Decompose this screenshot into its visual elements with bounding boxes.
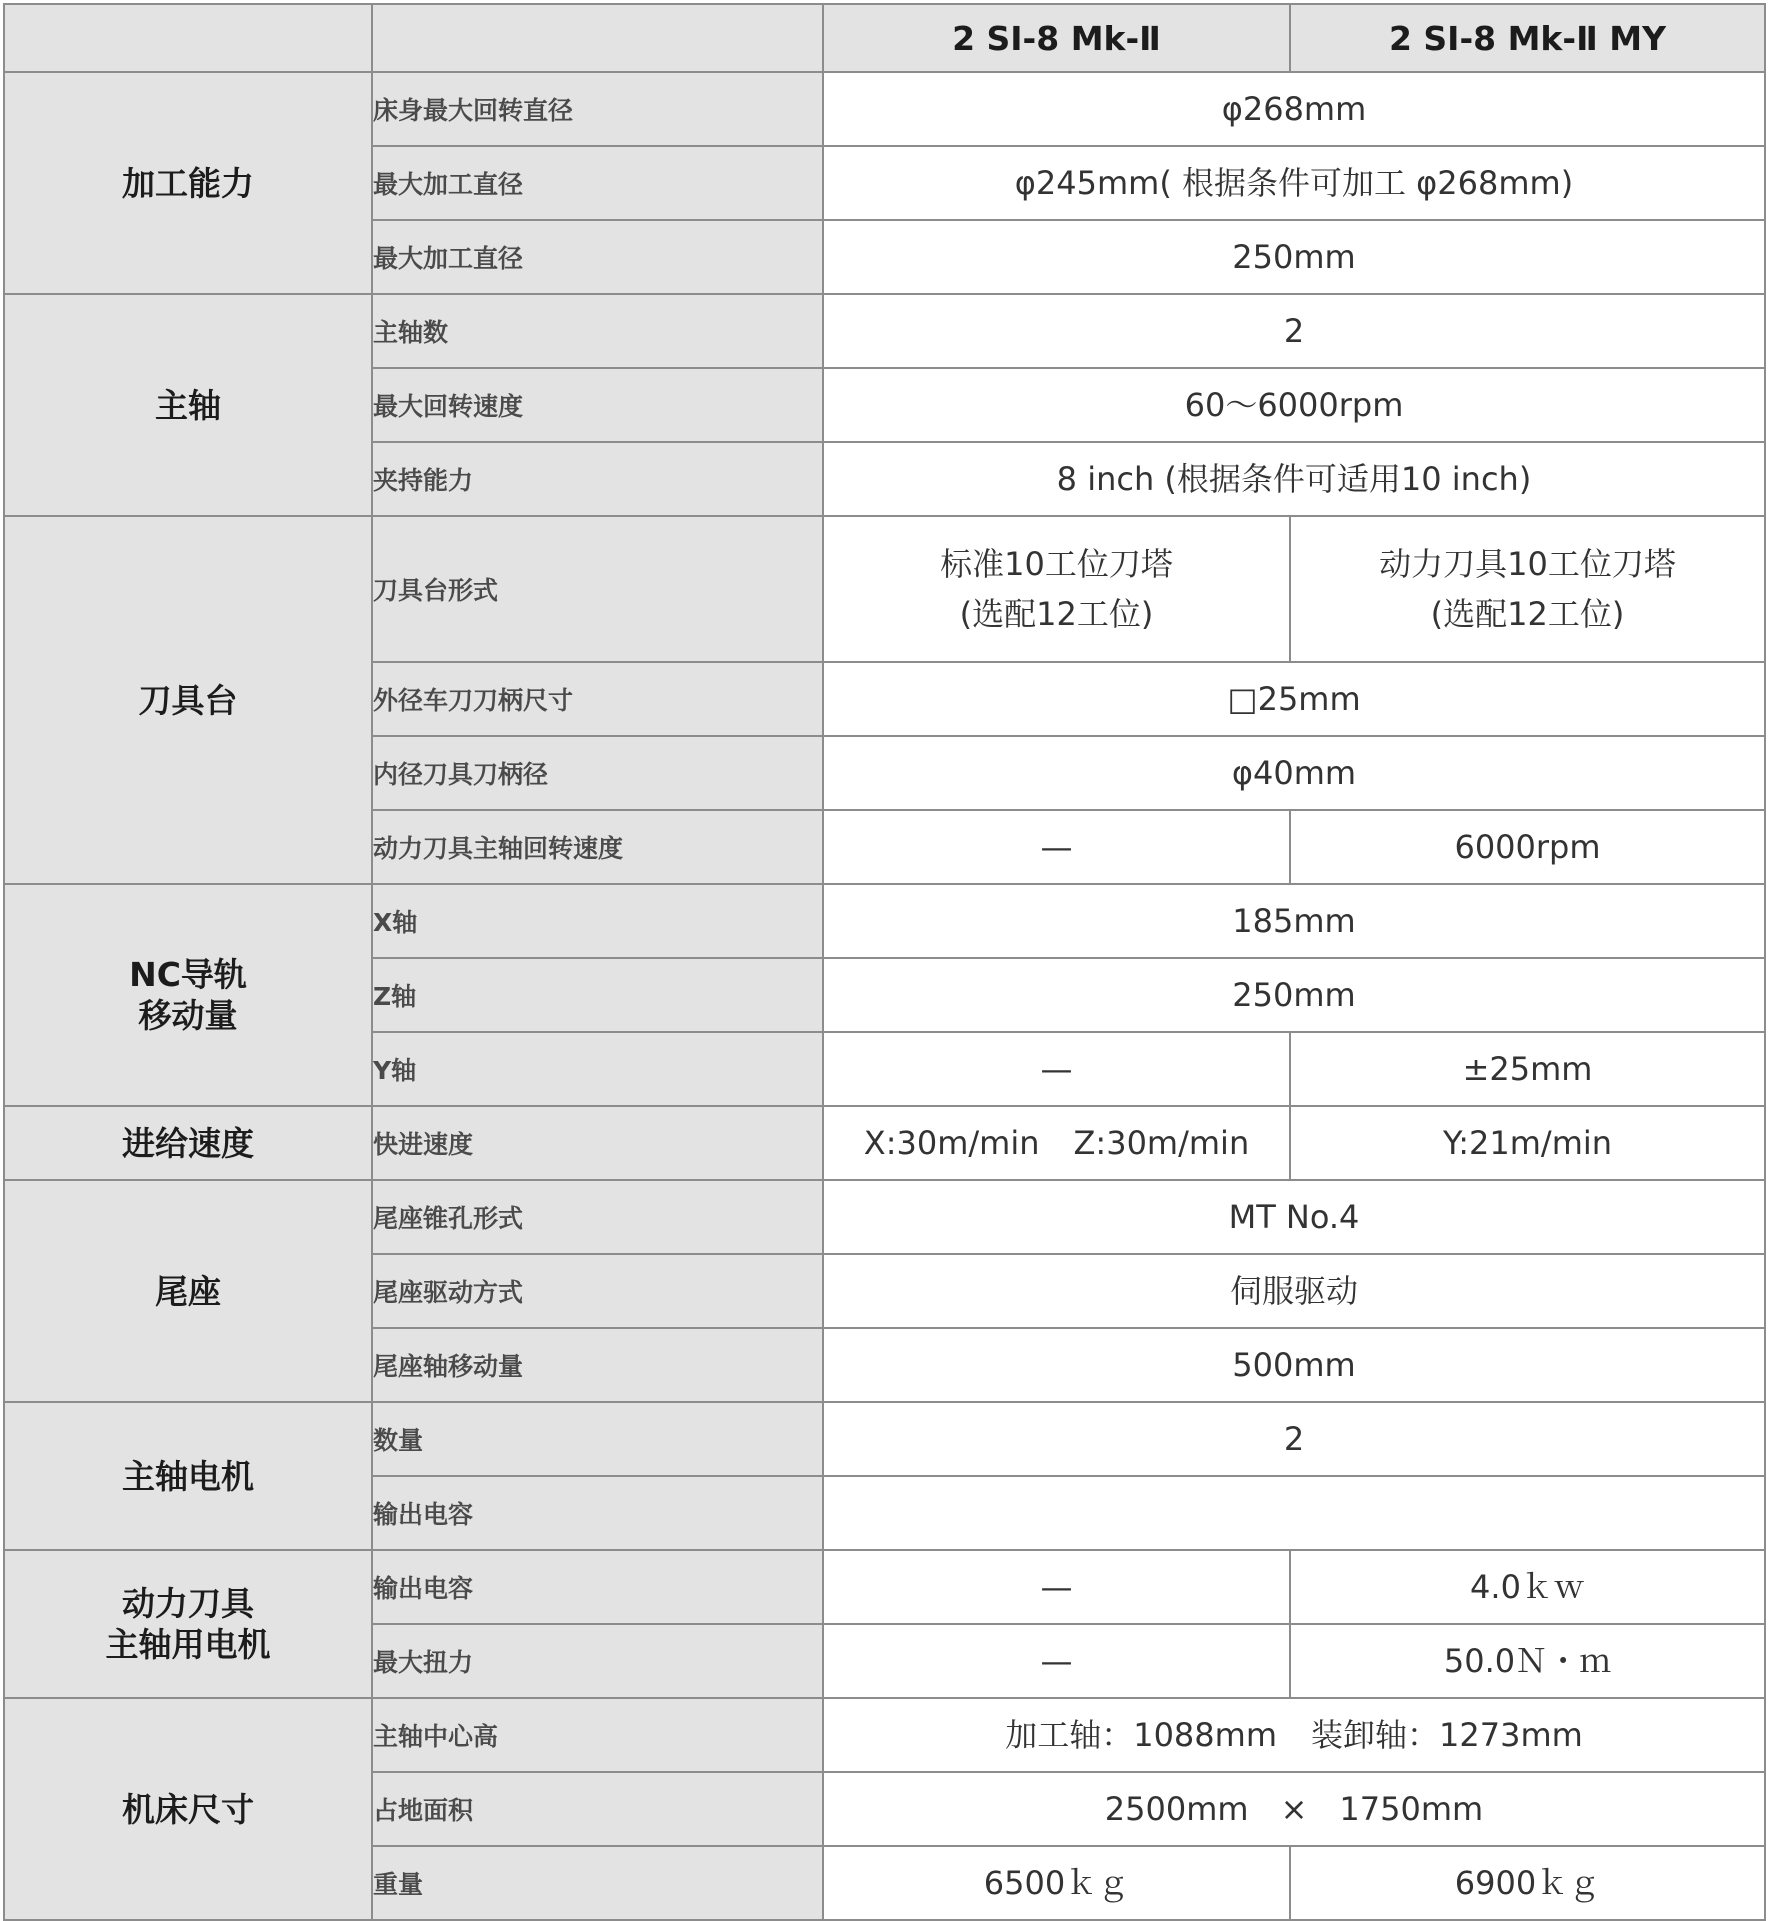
category-dimensions: 机床尺寸 (4, 1698, 372, 1920)
row-label: 动力刀具主轴回转速度 (372, 810, 823, 884)
category-spindle-motor: 主轴电机 (4, 1402, 372, 1550)
row-label: 最大扭力 (372, 1624, 823, 1698)
row-value: 500mm (823, 1328, 1765, 1402)
row-label: 输出电容 (372, 1550, 823, 1624)
row-label: 最大加工直径 (372, 146, 823, 220)
row-value-model-1: 6500ｋｇ (823, 1846, 1290, 1920)
value-line: (选配12工位) (1430, 595, 1625, 633)
row-value-model-1: — (823, 1624, 1290, 1698)
table-row (4, 884, 1765, 958)
row-label: 刀具台形式 (372, 516, 823, 662)
row-value-model-1: — (823, 1550, 1290, 1624)
row-value-model-2: 50.0Ｎ・ｍ (1290, 1624, 1765, 1698)
row-value (823, 1698, 1765, 1772)
row-label: 尾座锥孔形式 (372, 1180, 823, 1254)
value-part: Z:30m/min (1073, 1124, 1250, 1162)
row-value: 60～6000rpm (823, 368, 1765, 442)
header-corner (4, 4, 372, 72)
row-value: 2 (823, 1402, 1765, 1476)
row-value: φ268mm (823, 72, 1765, 146)
table-row (4, 516, 1765, 662)
row-label: 主轴中心高 (372, 1698, 823, 1772)
row-value: φ245mm( 根据条件可加工 φ268mm) (823, 146, 1765, 220)
category-feed: 进给速度 (4, 1106, 372, 1180)
table-row (4, 1180, 1765, 1254)
table-row (4, 1402, 1765, 1476)
row-label: Z轴 (372, 958, 823, 1032)
table-row (4, 72, 1765, 146)
header-corner-label (372, 4, 823, 72)
row-value: □25mm (823, 662, 1765, 736)
row-value-model-1: — (823, 810, 1290, 884)
row-value: 250mm (823, 220, 1765, 294)
row-value-model-2: 6900ｋｇ (1290, 1846, 1765, 1920)
row-value-model-2: Y:21m/min (1290, 1106, 1765, 1180)
row-value: 伺服驱动 (823, 1254, 1765, 1328)
row-value-model-2: 4.0ｋｗ (1290, 1550, 1765, 1624)
row-value: φ40mm (823, 736, 1765, 810)
row-label: 重量 (372, 1846, 823, 1920)
model-1-header: 2 SI-8 Mk-Ⅱ (823, 4, 1290, 72)
value-line: 标准10工位刀塔 (940, 545, 1173, 583)
row-value: 8 inch (根据条件可适用10 inch) (823, 442, 1765, 516)
row-value-model-1 (823, 516, 1290, 662)
row-value: MT No.4 (823, 1180, 1765, 1254)
row-label: 主轴数 (372, 294, 823, 368)
row-value-model-2 (1290, 516, 1765, 662)
value-part: X:30m/min (863, 1124, 1040, 1162)
row-label: 最大回转速度 (372, 368, 823, 442)
table-row (4, 294, 1765, 368)
table-row (4, 1106, 1765, 1180)
row-label: 输出电容 (372, 1476, 823, 1550)
row-label: Y轴 (372, 1032, 823, 1106)
spec-table (3, 3, 1766, 1921)
row-value: 2500mm × 1750mm (823, 1772, 1765, 1846)
row-label: 尾座轴移动量 (372, 1328, 823, 1402)
row-value (823, 1476, 1765, 1550)
category-spindle: 主轴 (4, 294, 372, 516)
value-line: 动力刀具10工位刀塔 (1379, 545, 1676, 583)
row-value-model-1: — (823, 1032, 1290, 1106)
value-part: 装卸轴：1273mm (1311, 1716, 1583, 1754)
row-value: 185mm (823, 884, 1765, 958)
row-label: 床身最大回转直径 (372, 72, 823, 146)
model-2-header: 2 SI-8 Mk-Ⅱ MY (1290, 4, 1765, 72)
category-travel: NC导轨 移动量 (4, 884, 372, 1106)
row-value: 250mm (823, 958, 1765, 1032)
value-part: 加工轴：1088mm (1005, 1716, 1277, 1754)
row-label: 内径刀具刀柄径 (372, 736, 823, 810)
row-label: 尾座驱动方式 (372, 1254, 823, 1328)
row-value: 2 (823, 294, 1765, 368)
row-label: 占地面积 (372, 1772, 823, 1846)
row-value-model-2: ±25mm (1290, 1032, 1765, 1106)
category-tailstock: 尾座 (4, 1180, 372, 1402)
category-machining: 加工能力 (4, 72, 372, 294)
row-label: 夹持能力 (372, 442, 823, 516)
category-live-tool-motor: 动力刀具 主轴用电机 (4, 1550, 372, 1698)
row-label: X轴 (372, 884, 823, 958)
row-value-model-2: 6000rpm (1290, 810, 1765, 884)
value-line: (选配12工位) (959, 595, 1154, 633)
table-row (4, 1698, 1765, 1772)
row-label: 数量 (372, 1402, 823, 1476)
category-turret: 刀具台 (4, 516, 372, 884)
row-label: 最大加工直径 (372, 220, 823, 294)
row-label: 快进速度 (372, 1106, 823, 1180)
header-row (4, 4, 1765, 72)
row-value-model-1 (823, 1106, 1290, 1180)
row-label: 外径车刀刀柄尺寸 (372, 662, 823, 736)
table-row (4, 1550, 1765, 1624)
